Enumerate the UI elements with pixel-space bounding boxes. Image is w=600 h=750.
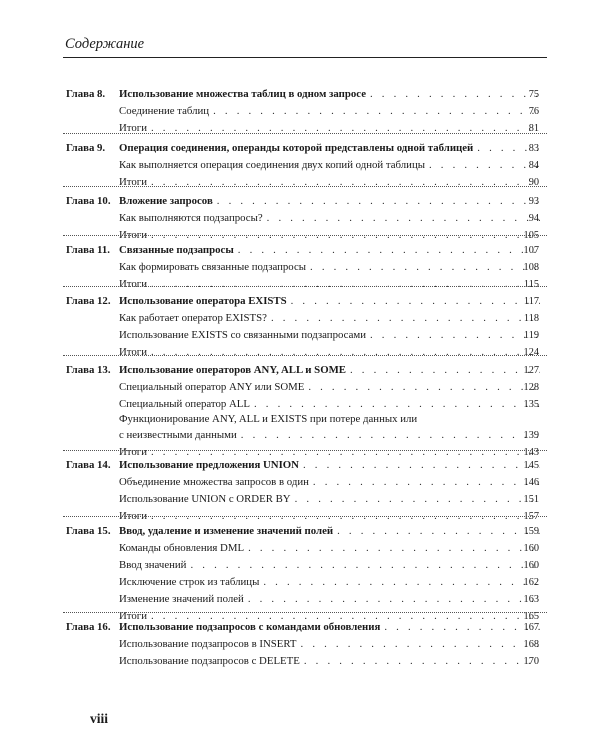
toc-item-row[interactable]	[0, 474, 600, 491]
chapter-title-entry	[119, 242, 540, 259]
item-page-number: 115	[523, 279, 539, 290]
chapter-number: Глава 14.	[66, 459, 111, 471]
dot-leader	[151, 344, 540, 361]
chapter-title: Использование оператора EXISTS	[119, 295, 287, 307]
chapter-page-number: 159	[523, 526, 539, 537]
item-page-number: 165	[523, 611, 539, 622]
item-title-entry	[119, 327, 540, 344]
chapter-title: Ввод, удаление и изменение значений полей	[119, 525, 334, 537]
toc-item-row[interactable]	[0, 591, 600, 608]
chapter-title-entry	[119, 140, 540, 157]
item-page-number: 163	[523, 594, 539, 605]
chapter-title-entry	[119, 457, 540, 474]
item-page-number: 139	[523, 430, 539, 441]
dot-leader	[190, 557, 540, 574]
item-title: Ввод значений	[119, 559, 187, 571]
item-page-number: 90	[528, 177, 539, 188]
toc-item-row[interactable]	[0, 396, 600, 413]
chapter-page-number: 117	[523, 296, 539, 307]
chapter-title-entry	[119, 523, 540, 540]
toc-item-row[interactable]	[0, 103, 600, 120]
dot-leader	[248, 540, 540, 557]
chapter-separator	[63, 133, 547, 134]
item-title: Изменение значений полей	[119, 593, 244, 605]
chapter-page-number: 75	[528, 89, 539, 100]
chapter-number: Глава 11.	[66, 244, 110, 256]
dot-leader	[151, 120, 540, 137]
item-title-entry	[119, 120, 540, 137]
toc-item-row[interactable]	[0, 120, 600, 137]
dot-leader	[213, 103, 540, 120]
item-page-number: 76	[528, 106, 539, 117]
chapter-page-number: 83	[528, 143, 539, 154]
dot-leader	[370, 327, 540, 344]
item-title: с неизвестными данными	[119, 429, 237, 441]
dot-leader	[304, 653, 540, 670]
item-title: Итоги	[119, 176, 147, 188]
header-rule	[63, 57, 547, 58]
toc-item-row[interactable]	[0, 557, 600, 574]
toc-item-row[interactable]	[0, 574, 600, 591]
item-title-entry	[119, 653, 540, 670]
toc-chapter-row[interactable]	[0, 362, 600, 379]
item-title: Объединение множества запросов в один	[119, 476, 309, 488]
item-title: Как выполняется операция соединения двух копий одной таблицы	[119, 159, 425, 171]
toc-item-row[interactable]	[0, 427, 600, 444]
dot-leader	[429, 157, 540, 174]
item-title-entry	[119, 379, 540, 396]
dot-leader	[263, 574, 540, 591]
item-title-entry	[119, 591, 540, 608]
chapter-separator	[63, 286, 547, 287]
dot-leader	[248, 591, 540, 608]
toc-item-row[interactable]	[0, 344, 600, 361]
item-title: Команды обновления DML	[119, 542, 245, 554]
toc-item-row[interactable]	[0, 379, 600, 396]
dot-leader	[313, 474, 540, 491]
chapter-number: Глава 10.	[66, 195, 111, 207]
item-title-entry	[119, 491, 540, 508]
toc-item-title-line1: Функционирование ANY, ALL и EXISTS при потере данных или	[119, 413, 418, 425]
chapter-separator	[63, 612, 547, 613]
toc-item-row[interactable]	[0, 157, 600, 174]
chapter-title-entry	[119, 293, 540, 310]
toc-item-row[interactable]	[0, 653, 600, 670]
toc-chapter-row[interactable]	[0, 523, 600, 540]
toc-item-row[interactable]	[0, 636, 600, 653]
item-page-number: 160	[523, 560, 539, 571]
dot-leader	[308, 379, 540, 396]
chapter-title: Использование предложения UNION	[119, 459, 299, 471]
chapter-title: Операция соединения, операнды которой представлены одной таблицей	[119, 142, 474, 154]
dot-leader	[337, 523, 540, 540]
toc-chapter-row[interactable]	[0, 140, 600, 157]
chapter-number: Глава 9.	[66, 142, 106, 154]
toc-chapter-row[interactable]	[0, 619, 600, 636]
chapter-title-entry	[119, 193, 540, 210]
item-page-number: 81	[528, 123, 539, 134]
toc-item-row[interactable]	[0, 174, 600, 191]
dot-leader	[151, 174, 540, 191]
toc-chapter-row[interactable]	[0, 242, 600, 259]
item-page-number: 157	[523, 511, 539, 522]
toc-item-row[interactable]	[0, 491, 600, 508]
item-title: Итоги	[119, 610, 147, 622]
item-title: Как выполняются подзапросы?	[119, 212, 263, 224]
dot-leader	[238, 242, 540, 259]
page-header-title: Содержание	[65, 36, 145, 52]
item-title-entry	[119, 574, 540, 591]
item-title: Итоги	[119, 122, 147, 134]
item-title: Использование подзапросов в INSERT	[119, 638, 297, 650]
chapter-page-number: 93	[528, 196, 539, 207]
item-title-entry	[119, 427, 540, 444]
dot-leader	[350, 362, 540, 379]
item-page-number: 118	[523, 313, 539, 324]
dot-leader	[217, 193, 540, 210]
dot-leader	[295, 491, 540, 508]
toc-item-row[interactable]	[0, 210, 600, 227]
item-page-number: 146	[523, 477, 539, 488]
toc-item-row[interactable]	[0, 259, 600, 276]
toc-chapter-row[interactable]	[0, 457, 600, 474]
chapter-number: Глава 15.	[66, 525, 111, 537]
page-number-footer: viii	[90, 711, 109, 726]
dot-leader	[310, 259, 540, 276]
toc-chapter-row[interactable]	[0, 193, 600, 210]
item-page-number: 119	[523, 330, 539, 341]
item-title-entry	[119, 174, 540, 191]
item-title-entry	[119, 396, 540, 413]
item-title: Специальный оператор ANY или SOME	[119, 381, 305, 393]
item-page-number: 143	[523, 447, 539, 458]
chapter-number: Глава 12.	[66, 295, 111, 307]
toc-item-row[interactable]	[0, 276, 600, 293]
item-page-number: 94	[528, 213, 539, 224]
item-title-entry	[119, 103, 540, 120]
item-page-number: 105	[523, 230, 539, 241]
chapter-page-number: 127	[523, 365, 539, 376]
item-title-entry	[119, 344, 540, 361]
item-title: Итоги	[119, 229, 147, 241]
chapter-title: Вложение запросов	[119, 195, 213, 207]
toc-item-row[interactable]	[0, 540, 600, 557]
chapter-number: Глава 8.	[66, 88, 106, 100]
item-title-entry	[119, 259, 540, 276]
chapter-title: Использование множества таблиц в одном запросе	[119, 88, 366, 100]
item-title-entry	[119, 157, 540, 174]
item-title-entry	[119, 636, 540, 653]
chapter-page-number: 145	[523, 460, 539, 471]
dot-leader	[267, 210, 540, 227]
chapter-title: Связанные подзапросы	[119, 244, 234, 256]
item-page-number: 124	[523, 347, 539, 358]
item-page-number: 135	[523, 399, 539, 410]
toc-chapter-row[interactable]	[0, 86, 600, 103]
chapter-page-number: 107	[523, 245, 539, 256]
item-title: Использование UNION с ORDER BY	[119, 493, 291, 505]
item-title: Как работает оператор EXISTS?	[119, 312, 267, 324]
item-page-number: 84	[528, 160, 539, 171]
chapter-number: Глава 13.	[66, 364, 111, 376]
chapter-separator	[63, 186, 547, 187]
dot-leader	[271, 310, 540, 327]
item-title: Итоги	[119, 346, 147, 358]
chapter-separator	[63, 355, 547, 356]
chapter-title-entry	[119, 619, 540, 636]
toc-item-row[interactable]	[0, 310, 600, 327]
chapter-page-number: 167	[523, 622, 539, 633]
item-page-number: 151	[523, 494, 539, 505]
toc-item-row[interactable]	[0, 327, 600, 344]
dot-leader	[303, 457, 540, 474]
item-title: Исключение строк из таблицы	[119, 576, 260, 588]
dot-leader	[301, 636, 540, 653]
chapter-separator	[63, 450, 547, 451]
item-title: Итоги	[119, 510, 147, 522]
item-title: Как формировать связанные подзапросы	[119, 261, 307, 273]
toc-chapter-row[interactable]	[0, 293, 600, 310]
chapter-separator	[63, 235, 547, 236]
item-title: Использование EXISTS со связанными подзапросами	[119, 329, 366, 341]
item-title: Специальный оператор ALL	[119, 398, 250, 410]
item-title-entry	[119, 310, 540, 327]
chapter-title: Использование подзапросов с командами обновления	[119, 621, 381, 633]
item-title-entry	[119, 210, 540, 227]
item-page-number: 170	[523, 656, 539, 667]
chapter-title-entry	[119, 362, 540, 379]
item-title-entry	[119, 474, 540, 491]
item-page-number: 162	[523, 577, 539, 588]
chapter-title: Использование операторов ANY, ALL и SOME	[119, 364, 346, 376]
item-title-entry	[119, 540, 540, 557]
item-title: Итоги	[119, 446, 147, 458]
item-page-number: 108	[523, 262, 539, 273]
dot-leader	[384, 619, 540, 636]
item-page-number: 168	[523, 639, 539, 650]
item-title-entry	[119, 276, 540, 293]
item-title: Использование подзапросов с DELETE	[119, 655, 300, 667]
item-title: Соединение таблиц	[119, 105, 210, 117]
item-title: Итоги	[119, 278, 147, 290]
chapter-separator	[63, 516, 547, 517]
dot-leader	[291, 293, 540, 310]
item-page-number: 128	[523, 382, 539, 393]
dot-leader	[241, 427, 540, 444]
item-title-entry	[119, 557, 540, 574]
chapter-title-entry	[119, 86, 540, 103]
dot-leader	[370, 86, 540, 103]
chapter-number: Глава 16.	[66, 621, 111, 633]
dot-leader	[151, 276, 540, 293]
dot-leader	[254, 396, 540, 413]
item-page-number: 160	[523, 543, 539, 554]
